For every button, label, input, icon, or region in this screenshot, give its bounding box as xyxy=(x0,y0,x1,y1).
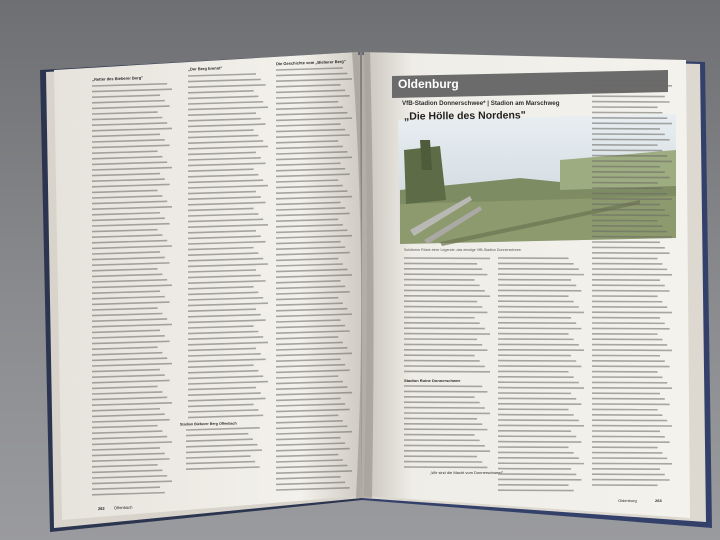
right-running-foot: Oldenburg xyxy=(618,498,637,503)
right-page-number: 263 xyxy=(655,498,662,503)
left-col1-heading: „Retter des Bieberer Berg" xyxy=(91,75,144,82)
header-band-title: Oldenburg xyxy=(398,77,459,91)
left-page xyxy=(54,52,362,520)
left-col2-heading: „Der Berg brennt" xyxy=(187,65,223,72)
stadium-photo xyxy=(398,114,676,246)
photo-caption: Schöbene Röste einer Legende: das einstige VfB-Stadion Donnerschwee. xyxy=(404,248,522,252)
chapter-subtitle: VfB-Stadion Donnerschwee* | Stadion am Marschweg xyxy=(402,100,560,107)
left-page-number: 262 xyxy=(97,505,105,512)
info-box-title: Stadion Bieberer Berg Offenbach xyxy=(179,421,237,427)
left-col3-heading: Die Geschichte vom „Bieberer Berg" xyxy=(275,58,346,67)
chapter-title: „Die Hölle des Nordens" xyxy=(403,109,526,123)
quote-line: „Wir sind die Macht vom Donnerschwee!" xyxy=(430,470,504,475)
left-running-foot: Offenbach xyxy=(113,504,133,511)
section-heading-right: Stadion Ruine Donnerschwee xyxy=(404,378,461,383)
